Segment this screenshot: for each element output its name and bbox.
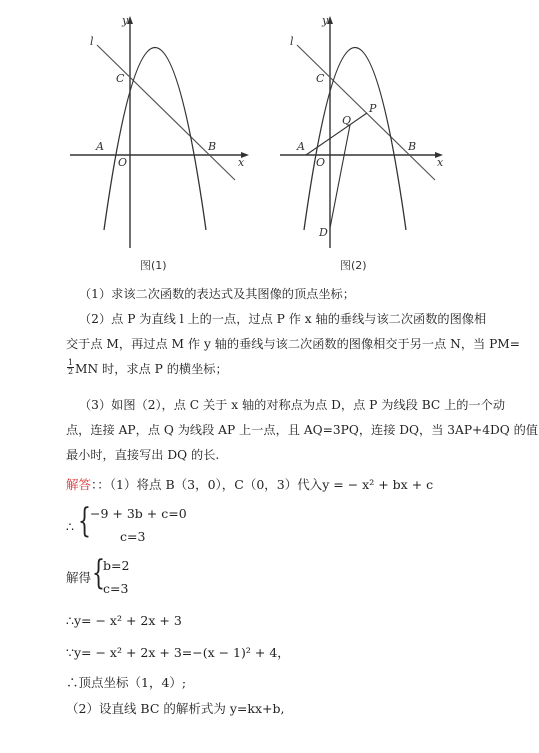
fraction-one-half: [66, 359, 75, 376]
question-2-line-3: MN 时，求点 P 的横坐标；: [75, 362, 228, 376]
point-p-label: P: [369, 102, 377, 115]
system-2-brace: {: [92, 553, 105, 593]
x-axis-label: x: [238, 156, 245, 169]
result-1: ∴y= − x² + 2x + 3: [66, 613, 182, 628]
question-1: （1）求该二次函数的表达式及其图像的顶点坐标；: [79, 287, 355, 301]
figure-2: [275, 0, 475, 280]
therefore-symbol: ∴: [66, 519, 74, 534]
line-l-label: l: [290, 35, 294, 48]
origin-label: O: [118, 156, 128, 169]
fraction-numerator: 1: [67, 358, 74, 367]
point-c-label: C: [316, 72, 325, 85]
solution-intro: ：：（1）将点 B（3，0），C（0，3）代入y = − x² + bx + c: [91, 477, 434, 492]
point-b-label: B: [408, 140, 417, 153]
question-3-line-2: 点，连接 AP，点 Q 为线段 AP 上一点，且 AQ=3PQ，连接 DQ，当 3AP+4DQ 的值: [66, 423, 538, 437]
figure-2-caption: 图(2): [340, 259, 367, 272]
question-3-line-1: （3）如图（2），点 C 关于 x 轴的对称点为点 D，点 P 为线段 BC 上的一个动: [79, 398, 506, 412]
part-2-start: （2）设直线 BC 的解析式为 y=kx+b,: [66, 701, 285, 716]
question-2-line-1: （2）点 P 为直线 l 上的一点，过点 P 作 x 轴的垂线与该二次函数的图像相: [79, 312, 487, 326]
system-2-equation-1: b=2: [103, 558, 130, 573]
because-1: ∵y= − x² + 2x + 3=−(x − 1)² + 4，: [66, 645, 290, 660]
fraction-denominator: 2: [67, 367, 74, 376]
y-axis-label: y: [122, 14, 129, 27]
solve-label: 解得: [66, 570, 92, 585]
point-q-label: Q: [342, 114, 352, 127]
point-c-label: C: [116, 72, 125, 85]
point-a-label: A: [96, 140, 104, 153]
question-3-line-3: 最小时，直接写出 DQ 的长.: [66, 448, 220, 462]
line-l-label: l: [90, 35, 94, 48]
point-b-label: B: [208, 140, 217, 153]
origin-label: O: [316, 156, 326, 169]
solution-intro-line: [66, 476, 433, 494]
system-1-equation-2: c=3: [120, 529, 146, 544]
point-d-label: D: [319, 226, 328, 239]
vertex-result: ∴顶点坐标（1，4）;: [66, 675, 187, 690]
system-1-brace: {: [78, 501, 91, 541]
figure-1: [60, 0, 260, 280]
point-a-label: A: [297, 140, 305, 153]
system-2-equation-2: c=3: [103, 581, 129, 596]
system-1-equation-1: −9 + 3b + c=0: [90, 506, 187, 521]
question-2-line-2: 交于点 M，再过点 M 作 y 轴的垂线与该二次函数的图像相交于另一点 N，当 PM=: [66, 337, 520, 351]
figure-1-caption: 图(1): [140, 259, 167, 272]
solution-label: 解答: [66, 477, 92, 492]
x-axis-label: x: [437, 156, 444, 169]
y-axis-label: y: [322, 14, 329, 27]
